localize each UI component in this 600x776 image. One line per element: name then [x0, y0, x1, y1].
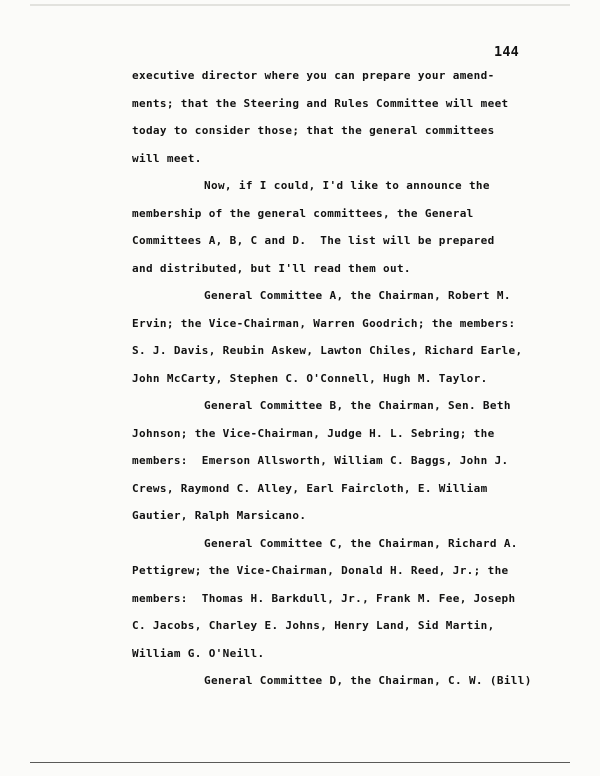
transcript-line: members: Emerson Allsworth, William C. Baggs, John J.: [132, 454, 509, 467]
transcript-line: John McCarty, Stephen C. O'Connell, Hugh M. Taylor.: [132, 371, 488, 385]
transcript-line: Pettigrew; the Vice-Chairman, Donald H. Reed, Jr.; the: [132, 564, 509, 577]
transcript-line: and distributed, but I'll read them out.: [132, 261, 411, 275]
transcript-line: General Committee B, the Chairman, Sen. Beth: [204, 399, 511, 412]
transcript-line: C. Jacobs, Charley E. Johns, Henry Land, Sid Martin,: [132, 619, 495, 632]
transcript-line: General Committee C, the Chairman, Richard A.: [204, 536, 518, 550]
transcript-line: General Committee A, the Chairman, Robert M.: [204, 289, 511, 302]
transcript-line: today to consider those; that the general committees: [132, 124, 495, 137]
page-bottom-edge: [30, 762, 570, 763]
transcript-line: Committees A, B, C and D. The list will be prepared: [132, 234, 495, 247]
transcript-line: Ervin; the Vice-Chairman, Warren Goodrich; the members:: [132, 316, 516, 330]
transcript-line: members: Thomas H. Barkdull, Jr., Frank M. Fee, Joseph: [132, 591, 516, 605]
transcript-line: S. J. Davis, Reubin Askew, Lawton Chiles, Richard Earle,: [132, 344, 523, 357]
transcript-line: Crews, Raymond C. Alley, Earl Faircloth, E. William: [132, 481, 488, 495]
page-number: 144: [494, 44, 519, 60]
transcript-line: William G. O'Neill.: [132, 646, 265, 660]
transcript-line: Gautier, Ralph Marsicano.: [132, 509, 307, 522]
transcript-line: General Committee D, the Chairman, C. W. (Bill): [204, 674, 532, 687]
transcript-line: executive director where you can prepare your amend-: [132, 69, 495, 82]
transcript-line: Johnson; the Vice-Chairman, Judge H. L. Sebring; the: [132, 426, 495, 440]
transcript-line: will meet.: [132, 151, 202, 165]
page-top-edge: [30, 4, 570, 6]
transcript-line: ments; that the Steering and Rules Committee will meet: [132, 96, 509, 110]
transcript-line: membership of the general committees, the General: [132, 206, 474, 220]
transcript-line: Now, if I could, I'd like to announce the: [204, 179, 490, 192]
